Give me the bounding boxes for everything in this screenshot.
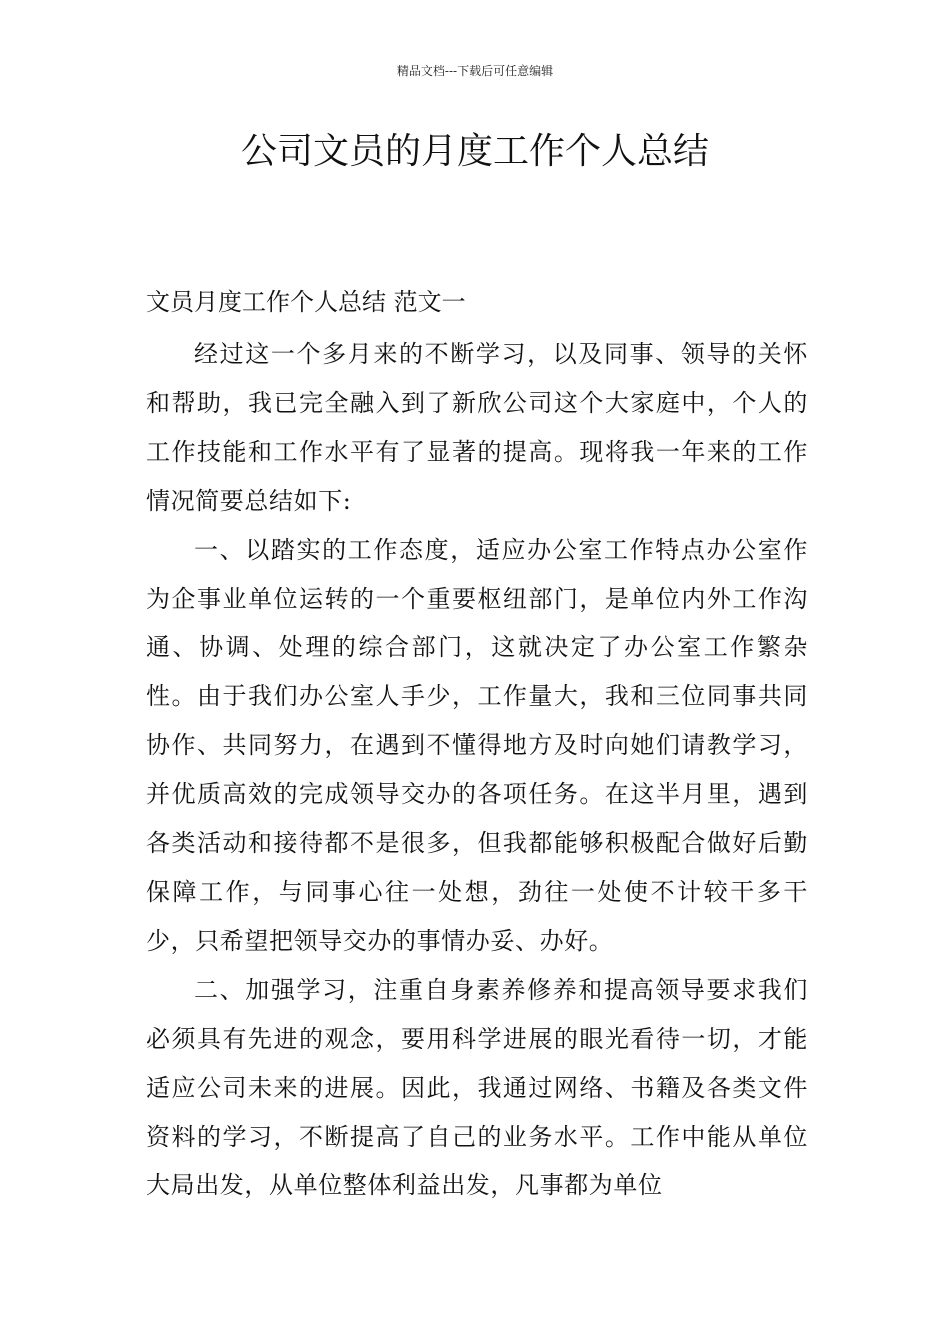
paragraph-section-two: 二、加强学习，注重自身素养修养和提高领导要求我们必须具有先进的观念，要用科学进展的眼光看待一切，才能适应公司未来的进展。因此，我通过网络、书籍及各类文件资料的学习，不断提高了自己的业务水平。工作中能从单位大局出发，从单位整体利益出发，凡事都为单位 <box>146 975 808 1200</box>
paragraph-intro: 经过这一个多月来的不断学习，以及同事、领导的关怀和帮助，我已完全融入到了新欣公司这个大家庭中，个人的工作技能和工作水平有了显著的提高。现将我一年来的工作情况简要总结如下: <box>146 340 808 515</box>
document-title: 公司文员的月度工作个人总结 <box>240 131 709 172</box>
body-text <box>146 330 808 1210</box>
header-note: 精品文档---下载后可任意编辑 <box>396 64 554 78</box>
section-subtitle: 文员月度工作个人总结 范文一 <box>146 288 466 316</box>
paragraph-section-one: 一、以踏实的工作态度，适应办公室工作特点办公室作为企事业单位运转的一个重要枢纽部门，是单位内外工作沟通、协调、处理的综合部门，这就决定了办公室工作繁杂性。由于我们办公室人手少，工作量大，我和三位同事共同协作、共同努力，在遇到不懂得地方及时向她们请教学习，并优质高效的完成领导交办的各项任务。在这半月里，遇到各类活动和接待都不是很多，但我都能够积极配合做好后勤保障工作，与同事心往一处想，劲往一处使不计较干多干少，只希望把领导交办的事情办妥、办好。 <box>146 535 808 955</box>
